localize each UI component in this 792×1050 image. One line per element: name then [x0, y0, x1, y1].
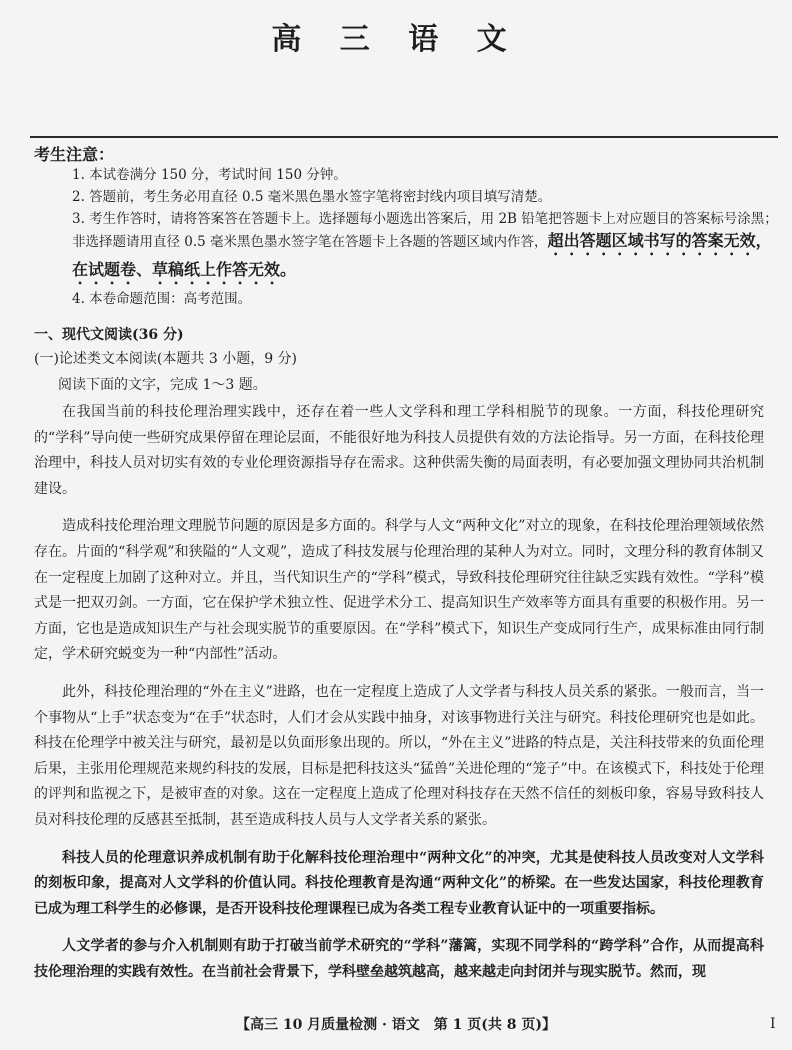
- notice-item-3-text: 3. 考生作答时，请将答案答在答题卡上。选择题每小题选出答案后，用 2B 铅笔把答题卡上对应题目的答案标号涂黑；非选择题请用直径 0.5 毫米黑色墨水签字笔在答题卡上各题的答题区域内作答，: [72, 211, 778, 250]
- notice-item-2: 2. 答题前，考生务必用直径 0.5 毫米黑色墨水签字笔将密封线内项目填写清楚。: [72, 189, 552, 205]
- notice-item-4: 4. 本卷命题范围：高考范围。: [72, 291, 252, 307]
- header-divider: [30, 136, 778, 138]
- section-heading: 一、现代文阅读(36 分): [34, 327, 184, 343]
- reading-instruction: 阅读下面的文字，完成 1～3 题。: [58, 377, 267, 393]
- subsection-heading: (一)论述类文本阅读(本题共 3 小题，9 分): [34, 351, 298, 367]
- passage-paragraph: 造成科技伦理治理文理脱节问题的原因是多方面的。科学与人文“两种文化”对立的现象，在科技伦理治理领域依然存在。片面的“科学观”和狭隘的“人文观”，造成了科技发展与伦理治理的某种人为对立。同时，文理分科的教育体制又在一定程度上加剧了这种对立。并且，当代知识生产的“学科”模式，导致科技伦理研究往往缺乏实践有效性。“学科”模式是一把双刃剑。一方面，它在保护学术独立性、促进学术分工、提高知识生产效率等方面具有重要的积极作用。另一方面，它也是造成知识生产与社会现实脱节的重要原因。在“学科”模式下，知识生产变成同行生产，成果标准由同行制定，学术研究蜕变为一种“内部性”活动。: [34, 518, 764, 663]
- passage: [34, 400, 764, 997]
- passage-paragraph: 科技人员的伦理意识养成机制有助于化解科技伦理治理中“两种文化”的冲突，尤其是使科技人员改变对人文学科的刻板印象，提高对人文学科的价值认同。科技伦理教育是沟通“两种文化”的桥梁。在一些发达国家，科技伦理教育已成为理工科学生的必修课，是否开设科技伦理课程已成为各类工程专业教育认证中的一项重要指标。: [34, 849, 764, 917]
- page-footer: 【高三 10 月质量检测 · 语文 第 1 页(共 8 页)】: [235, 1017, 557, 1033]
- notice-item-3: [72, 208, 782, 288]
- passage-paragraph: 人文学者的参与介入机制则有助于打破当前学术研究的“学科”藩篱，实现不同学科的“跨学科”合作，从而提高科技伦理治理的实践有效性。在当前社会背景下，学科壁垒越筑越高，越来越走向封闭并与现实脱节。然而，现: [34, 938, 764, 980]
- page-title: 高 三 语 文: [271, 22, 521, 57]
- passage-paragraph: 此外，科技伦理治理的“外在主义”进路，也在一定程度上造成了人文学者与科技人员关系的紧张。一般而言，当一个事物从“上手”状态变为“在手”状态时，人们才会从实践中抽身，对该事物进行关注与研究。科技伦理研究也是如此。科技在伦理学中被关注与研究，最初是以负面形象出现的。所以，“外在主义”进路的特点是，关注科技带来的负面伦理后果，主张用伦理规范来规约科技的发展，目标是把科技这头“猛兽”关进伦理的“笼子”中。在该模式下，科技处于伦理的评判和监视之下，是被审查的对象。这在一定程度上造成了伦理对科技存在天然不信任的刻板印象，容易导致科技人员对科技伦理的反感甚至抵制，甚至造成科技人员与人文学者关系的紧张。: [34, 683, 764, 828]
- notice-emphasis: 超出答题区域书写的答案无效，在试题卷、草稿纸上作答无效。: [72, 231, 772, 279]
- notice-heading: 考生注意：: [34, 145, 115, 164]
- corner-mark: I: [770, 1016, 776, 1032]
- passage-paragraph: 在我国当前的科技伦理治理实践中，还存在着一些人文学科和理工学科相脱节的现象。一方面，科技伦理研究的“学科”导向使一些研究成果停留在理论层面，不能很好地为科技人员提供有效的方法论指导。另一方面，在科技伦理治理中，科技人员对切实有效的专业伦理资源指导存在需求。这种供需失衡的局面表明，有必要加强文理协同共治机制建设。: [34, 404, 764, 497]
- notice-item-1: 1. 本试卷满分 150 分，考试时间 150 分钟。: [72, 167, 347, 183]
- notice-list: [72, 164, 782, 310]
